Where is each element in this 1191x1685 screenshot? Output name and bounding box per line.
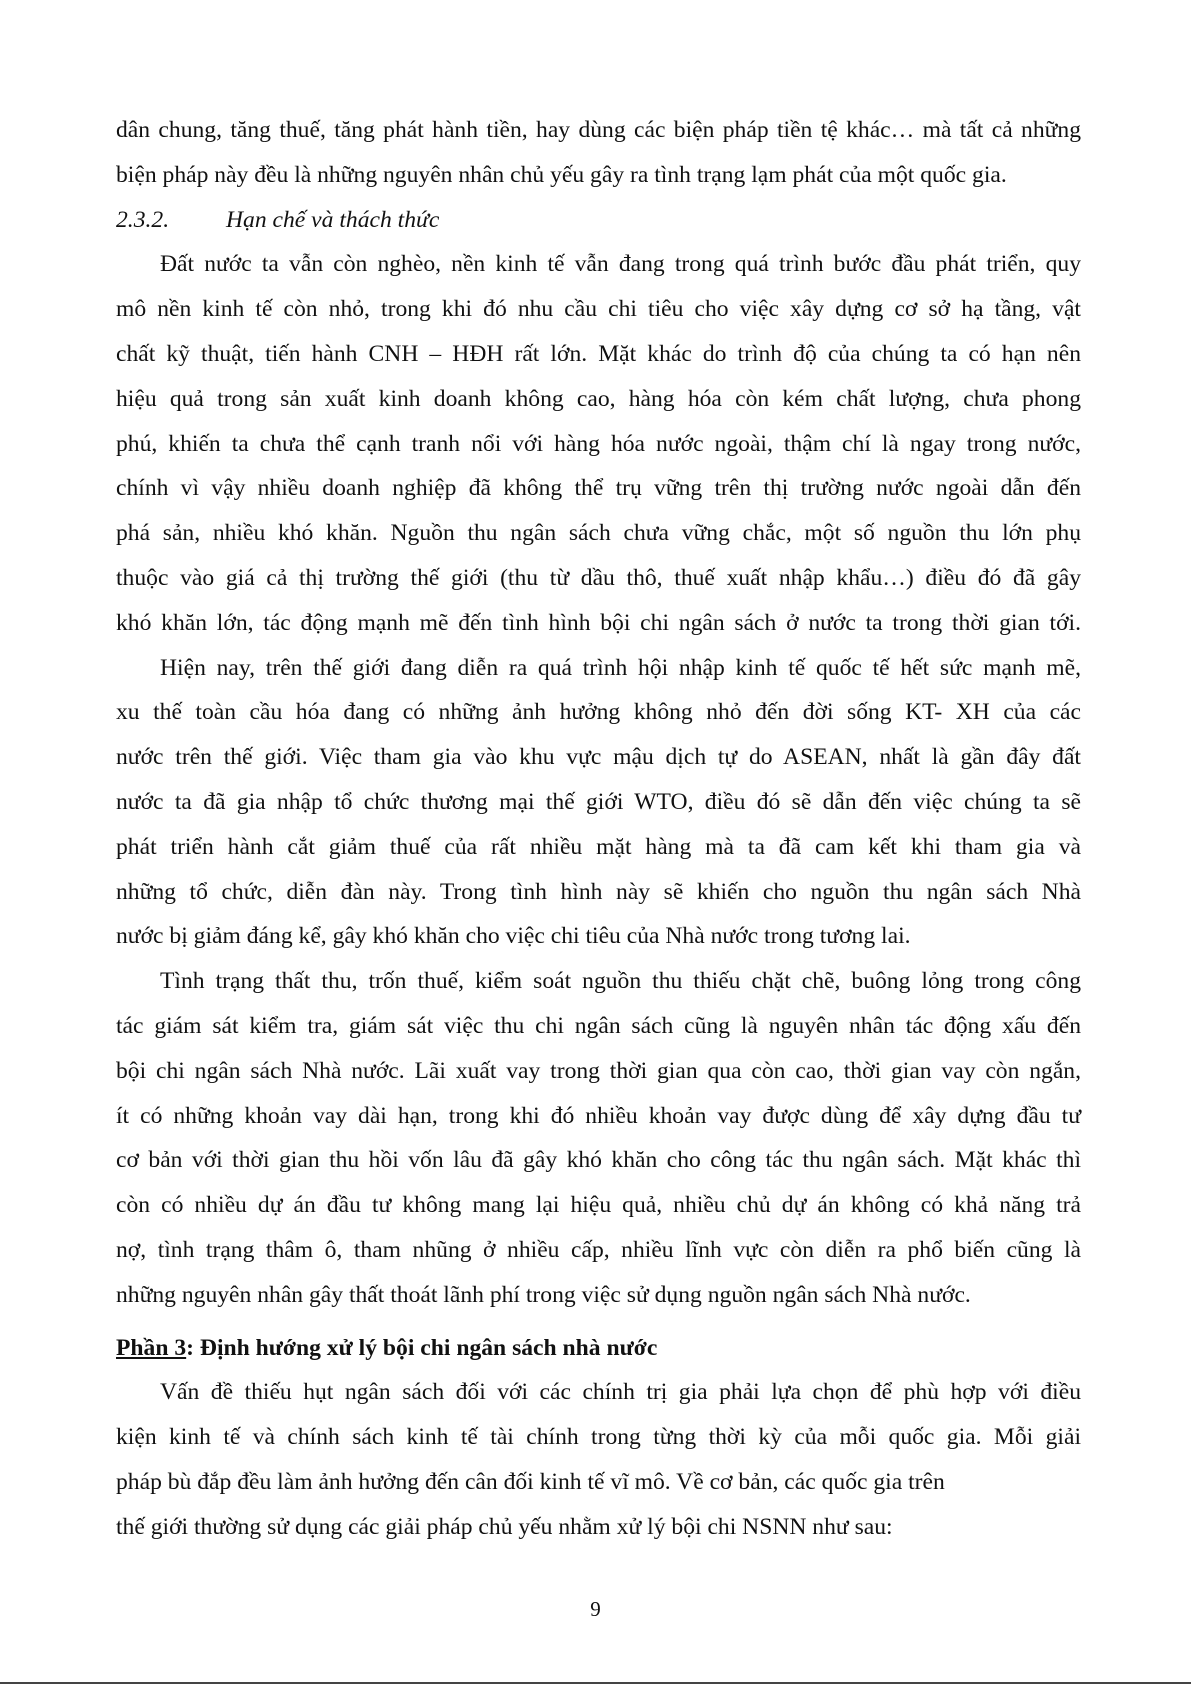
text-line: chính vì vậy nhiều doanh nghiệp đã không thể trụ vững trên thị trường nước ngoài dẫn đến <box>116 475 1081 502</box>
text-line: phá sản, nhiều khó khăn. Nguồn thu ngân sách chưa vững chắc, một số nguồn thu lớn phụ <box>116 520 1081 547</box>
text-line: Đất nước ta vẫn còn nghèo, nền kinh tế vẫn đang trong quá trình bước đầu phát triển, quy <box>160 251 1081 278</box>
text-line: biện pháp này đều là những nguyên nhân chủ yếu gây ra tình trạng lạm phát của một quốc gia. <box>116 161 1007 188</box>
text-line: xu thế toàn cầu hóa đang có những ảnh hưởng không nhỏ đến đời sống KT- XH của các <box>116 699 1081 726</box>
text-line: nước bị giảm đáng kể, gây khó khăn cho việc chi tiêu của Nhà nước trong tương lai. <box>116 923 911 950</box>
text-line: mô nền kinh tế còn nhỏ, trong khi đó nhu cầu chi tiêu cho việc xây dựng cơ sở hạ tầng, vật <box>116 296 1081 323</box>
text-line: dân chung, tăng thuế, tăng phát hành tiền, hay dùng các biện pháp tiền tệ khác… mà tất cả những <box>116 117 1081 143</box>
text-line: những nguyên nhân gây thất thoát lãnh phí trong việc sử dụng nguồn ngân sách Nhà nước. <box>116 1281 971 1308</box>
paragraph-integration <box>116 646 1081 960</box>
text-line: ít có những khoản vay dài hạn, trong khi đó nhiều khoản vay được dùng để xây dựng đầu tư <box>116 1102 1081 1129</box>
section-title: Hạn chế và thách thức <box>226 206 440 233</box>
page-content <box>116 108 1081 1550</box>
text-line: còn có nhiều dự án đầu tư không mang lại hiệu quả, nhiều chủ dự án không có khả năng trả <box>116 1192 1081 1219</box>
text-line: pháp bù đắp đều làm ảnh hưởng đến cân đối kinh tế vĩ mô. Về cơ bản, các quốc gia trên <box>116 1468 945 1495</box>
text-line: nước trên thế giới. Việc tham gia vào khu vực mậu dịch tự do ASEAN, nhất là gần đây đất <box>116 744 1081 771</box>
text-line: Vấn đề thiếu hụt ngân sách đối với các chính trị gia phải lựa chọn để phù hợp với điều <box>160 1379 1081 1406</box>
text-line: nước ta đã gia nhập tổ chức thương mại thế giới WTO, điều đó sẽ dẫn đến việc chúng ta sẽ <box>116 788 1081 815</box>
page-number: 9 <box>590 1597 601 1621</box>
paragraph-limitations <box>116 242 1081 645</box>
text-line: tác giám sát kiểm tra, giám sát việc thu chi ngân sách cũng là nguyên nhân tác động xấu đến <box>116 1012 1081 1039</box>
text-line: Tình trạng thất thu, trốn thuế, kiểm soát nguồn thu thiếu chặt chẽ, buông lỏng trong công <box>160 968 1081 995</box>
section-number: 2.3.2. <box>116 206 170 233</box>
text-line: khó khăn lớn, tác động mạnh mẽ đến tình hình bội chi ngân sách ở nước ta trong thời gian tới. <box>116 609 1081 636</box>
section-heading-2-3-2 <box>116 198 1081 243</box>
text-line: kiện kinh tế và chính sách kinh tế tài chính trong từng thời kỳ của mỗi quốc gia. Mỗi giải <box>116 1424 1081 1451</box>
part-3-heading <box>116 1326 1081 1371</box>
text-line: cơ bản với thời gian thu hồi vốn lâu đã gây khó khăn cho công tác thu ngân sách. Mặt khác thì <box>116 1147 1081 1174</box>
paragraph-tax-loss <box>116 959 1081 1317</box>
text-line: thuộc vào giá cả thị trường thế giới (thu từ dầu thô, thuế xuất nhập khẩu…) điều đó đã gây <box>116 564 1081 591</box>
text-line: những tổ chức, diễn đàn này. Trong tình hình này sẽ khiến cho nguồn thu ngân sách Nhà <box>116 878 1081 905</box>
paragraph-orientation <box>116 1370 1081 1549</box>
part-label: Phần 3 <box>116 1334 187 1361</box>
page-bottom-divider <box>0 1682 1191 1684</box>
part-title: : Định hướng xử lý bội chi ngân sách nhà nước <box>186 1334 658 1361</box>
text-line: thế giới thường sử dụng các giải pháp chủ yếu nhằm xử lý bội chi NSNN như sau: <box>116 1513 893 1540</box>
text-line: bội chi ngân sách Nhà nước. Lãi xuất vay trong thời gian qua còn cao, thời gian vay còn ngắn, <box>116 1057 1081 1084</box>
text-line: hiệu quả trong sản xuất kinh doanh không cao, hàng hóa còn kém chất lượng, chưa phong <box>116 385 1081 412</box>
text-line: phú, khiến ta chưa thể cạnh tranh nổi với hàng hóa nước ngoài, thậm chí là ngay trong nước, <box>116 430 1081 457</box>
text-line: nợ, tình trạng thâm ô, tham nhũng ở nhiều cấp, nhiều lĩnh vực còn diễn ra phổ biến cũng là <box>116 1236 1081 1263</box>
text-line: phát triển hành cắt giảm thuế của rất nhiều mặt hàng mà ta đã cam kết khi tham gia và <box>116 833 1081 860</box>
intro-paragraph <box>116 108 1081 198</box>
text-line: chất kỹ thuật, tiến hành CNH – HĐH rất lớn. Mặt khác do trình độ của chúng ta có hạn nên <box>116 340 1081 367</box>
text-line: Hiện nay, trên thế giới đang diễn ra quá trình hội nhập kinh tế quốc tế hết sức mạnh mẽ, <box>160 654 1081 681</box>
